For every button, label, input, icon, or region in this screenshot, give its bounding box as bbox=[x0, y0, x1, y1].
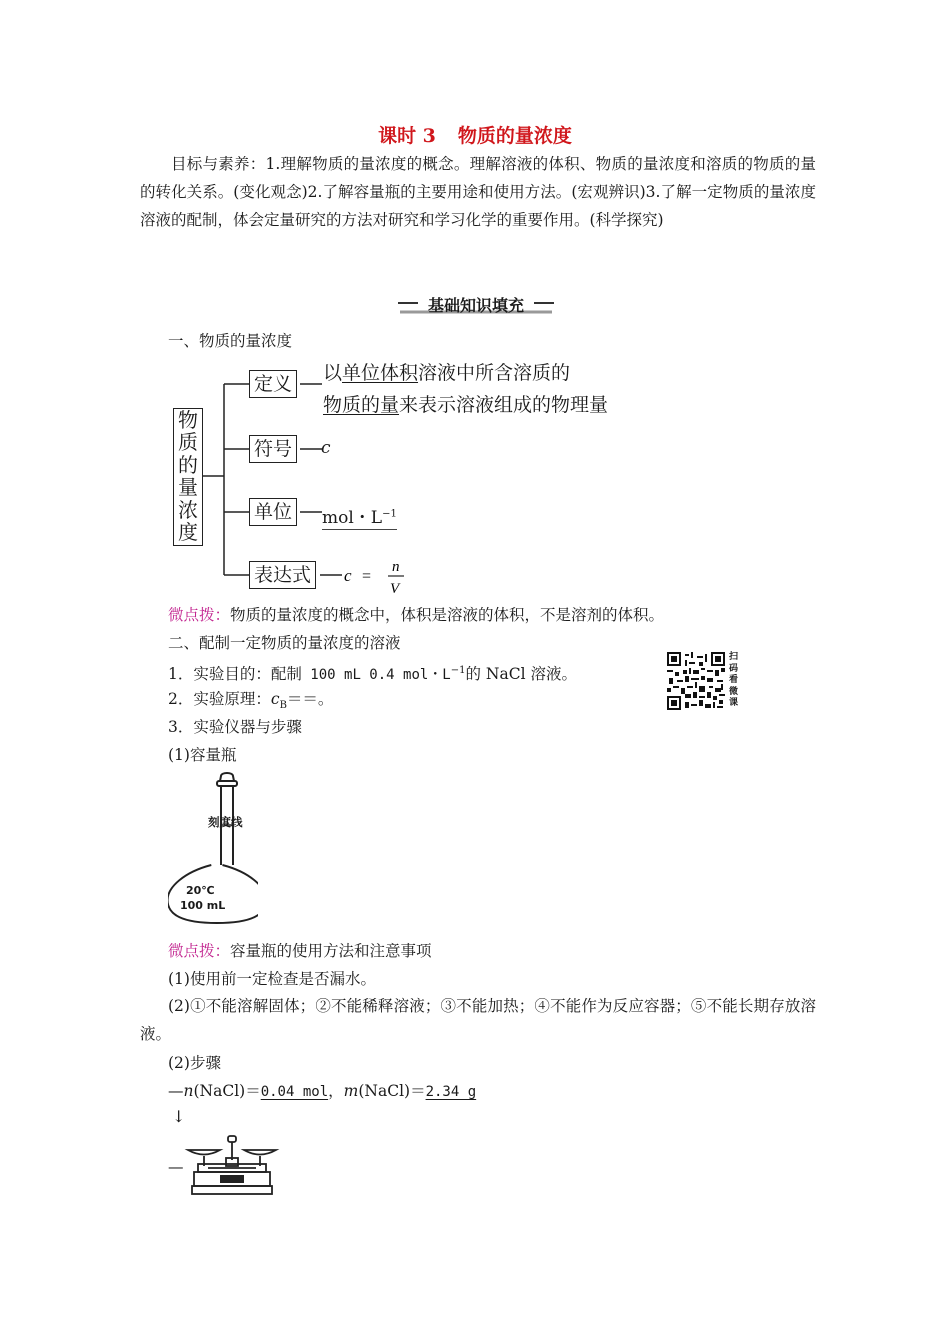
step-n-value: 0.04 mol bbox=[260, 1084, 329, 1100]
expr-denominator: V bbox=[390, 581, 400, 597]
concept-root-box bbox=[173, 408, 203, 546]
qr-caption-char: 码 bbox=[729, 663, 739, 674]
flask-rule-1: (1)使用前一定检查是否漏水。 bbox=[168, 970, 376, 988]
diagram-connectors bbox=[200, 370, 330, 590]
qr-caption bbox=[729, 652, 739, 710]
step-arrow-icon: ↓ bbox=[172, 1107, 186, 1126]
expr-lhs: c bbox=[344, 566, 352, 585]
tip-text: 物质的量浓度的概念中，体积是溶液的体积，不是溶剂的体积。 bbox=[230, 606, 665, 624]
qr-code-icon[interactable] bbox=[667, 652, 725, 710]
section-banner bbox=[396, 290, 556, 316]
flask-volume: 100 mL bbox=[180, 899, 226, 912]
tip-text: 容量瓶的使用方法和注意事项 bbox=[230, 942, 432, 960]
tip-label: 微点拨： bbox=[168, 942, 231, 960]
tip-label: 微点拨： bbox=[168, 606, 231, 624]
steps-heading: (2)步骤 bbox=[168, 1054, 221, 1072]
root-char: 量 bbox=[178, 475, 198, 500]
step-n-variable: n bbox=[183, 1082, 194, 1100]
step-m-value: 2.34 g bbox=[425, 1084, 477, 1100]
definition-keyword-volume: 单位体积 bbox=[342, 362, 419, 384]
definition-keyword-amount: 物质的量 bbox=[323, 394, 400, 416]
principle-text: ＝＝。 bbox=[286, 690, 334, 708]
unit-text: mol・L bbox=[322, 508, 383, 528]
root-char: 质 bbox=[178, 430, 198, 455]
root-char: 的 bbox=[178, 452, 198, 477]
section-heading-preparation: 二、配制一定物质的量浓度的溶液 bbox=[168, 634, 401, 652]
step-m-variable: m bbox=[343, 1082, 359, 1100]
root-char: 物 bbox=[178, 408, 198, 432]
experiment-principle bbox=[168, 688, 333, 717]
root-char: 浓 bbox=[178, 497, 198, 522]
symbol-value: c bbox=[321, 438, 331, 458]
page-title bbox=[0, 121, 950, 148]
learning-goals: 目标与素养：1.理解物质的量浓度的概念。理解溶液的体积、物质的量浓度和溶质的物质的量的转化关系。(变化观念)2.了解容量瓶的主要用途和使用方法。(宏观辨识)3.了解一定物质的量浓度溶液的配制，体会定量研究的方法对研究和学习化学的重要作用。(科学探究) bbox=[140, 155, 816, 229]
step-m-label: (NaCl)＝ bbox=[358, 1082, 426, 1100]
root-char: 度 bbox=[178, 520, 198, 545]
flask-temperature: 20℃ bbox=[186, 884, 215, 897]
principle-subscript: B bbox=[279, 700, 287, 712]
tip-flask-usage bbox=[168, 940, 432, 962]
unit-value bbox=[322, 503, 397, 530]
flask-mark-label: 刻度线 bbox=[208, 815, 243, 829]
purpose-text: 1．实验目的：配制 bbox=[168, 665, 302, 684]
qr-caption-char: 课 bbox=[729, 698, 739, 708]
expression-box: 表达式 bbox=[249, 561, 316, 589]
definition-text: 来表示溶液组成的物理量 bbox=[399, 394, 609, 416]
tip-concentration bbox=[168, 604, 664, 626]
unit-exponent: −1 bbox=[382, 508, 397, 520]
qr-caption-char: 微 bbox=[729, 686, 739, 697]
definition-text-line2 bbox=[323, 390, 608, 417]
balance-scale-icon bbox=[184, 1134, 280, 1200]
instruments-steps-heading: 3．实验仪器与步骤 bbox=[168, 718, 302, 736]
definition-box: 定义 bbox=[249, 370, 297, 398]
volumetric-flask-heading: (1)容量瓶 bbox=[168, 746, 237, 764]
definition-text: 以 bbox=[323, 362, 343, 384]
banner-title: 基础知识填充 bbox=[427, 296, 524, 315]
symbol-box: 符号 bbox=[249, 435, 297, 463]
step-n-label: (NaCl)＝ bbox=[193, 1082, 261, 1100]
definition-text-line1 bbox=[323, 358, 570, 385]
step-dash: — bbox=[168, 1082, 184, 1100]
unit-box: 单位 bbox=[249, 498, 297, 526]
expr-numerator: n bbox=[392, 560, 400, 575]
section-heading-concentration: 一、物质的量浓度 bbox=[168, 332, 293, 350]
qr-caption-char: 扫 bbox=[729, 652, 739, 662]
definition-text: 溶液中所含溶质的 bbox=[418, 362, 571, 384]
purpose-amount: 100 mL 0.4 mol・L bbox=[301, 667, 451, 684]
lesson-number: 课时 3 bbox=[378, 125, 436, 147]
lesson-topic: 物质的量浓度 bbox=[457, 125, 572, 147]
step-calculation bbox=[168, 1080, 476, 1103]
balance-step-dash: — bbox=[168, 1158, 184, 1176]
step-separator: ， bbox=[328, 1082, 344, 1100]
purpose-exponent: −1 bbox=[450, 665, 466, 676]
purpose-text: 的 NaCl 溶液。 bbox=[465, 665, 577, 684]
expression-formula bbox=[320, 560, 410, 600]
qr-caption-char: 看 bbox=[729, 675, 739, 685]
flask-rule-2: (2)①不能溶解固体；②不能稀释溶液；③不能加热；④不能作为反应容器；⑤不能长期存放溶液。 bbox=[140, 997, 816, 1043]
expr-equals: = bbox=[362, 568, 372, 585]
experiment-purpose bbox=[168, 660, 577, 686]
principle-text: 2．实验原理： bbox=[168, 690, 271, 708]
principle-variable: c bbox=[270, 690, 280, 708]
